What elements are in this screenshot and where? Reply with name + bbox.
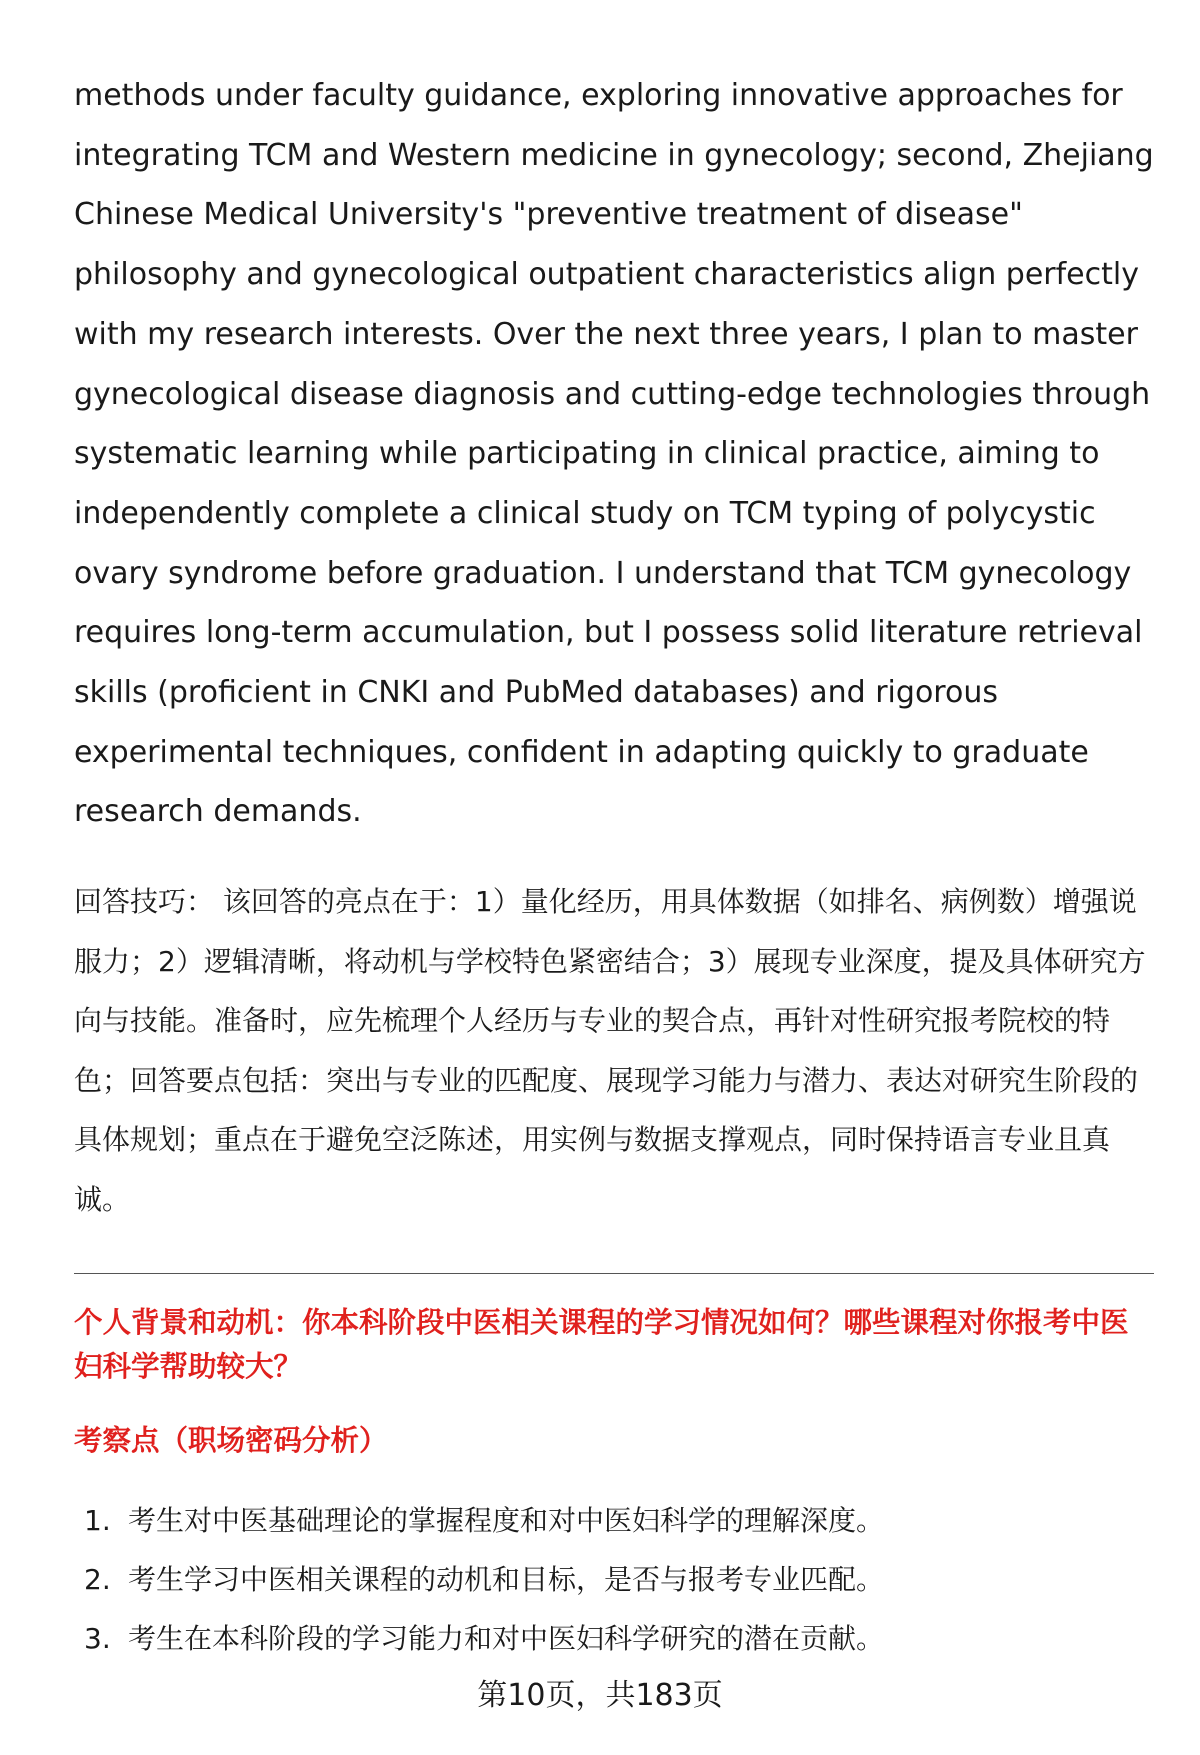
english-answer-paragraph: methods under faculty guidance, exploring innovative approaches for integrating TCM and Western medicine in gynecology; second, Zhejiang Chinese Medical University's "preventive treatment of disease" philosophy and gynecological outpatient characteristics align perfectly with my research interests. Over the next three years, I plan to master gynecological disease diagnosis and cutting-edge technologies through systematic learning while participating in clinical practice, aiming to independently complete a clinical study on TCM typing of polycystic ovary syndrome before graduation. I understand that TCM gynecology requires long-term accumulation, but I possess solid literature retrieval skills (proficient in CNKI and PubMed databases) and rigorous experimental techniques, confident in adapting quickly to graduate research demands. [74,78,1154,830]
examination-points-title: 考察点（职场密码分析） [74,1424,388,1458]
list-item-text: 考生学习中医相关课程的动机和目标，是否与报考专业匹配。 [128,1563,885,1597]
list-item [74,1609,1154,1668]
list-item-number: 3. [84,1622,111,1656]
list-item-text: 考生在本科阶段的学习能力和对中医妇科学研究的潜在贡献。 [128,1622,885,1656]
page-number-footer: 第10页，共183页 [477,1678,723,1713]
list-item-text: 考生对中医基础理论的掌握程度和对中医妇科学的理解深度。 [128,1504,885,1538]
document-page [74,66,1154,1668]
list-item [74,1491,1154,1550]
list-item-number: 2. [84,1563,111,1597]
examination-points-list [74,1491,1154,1668]
section-divider [74,1273,1154,1274]
question-title: 个人背景和动机：你本科阶段中医相关课程的学习情况如何？哪些课程对你报考中医妇科学帮助较大？ [74,1306,1129,1384]
list-item-number: 1. [84,1504,111,1538]
answer-tips-paragraph: 回答技巧： 该回答的亮点在于：1）量化经历，用具体数据（如排名、病例数）增强说服力；2）逻辑清晰，将动机与学校特色紧密结合；3）展现专业深度，提及具体研究方向与技能。准备时，应先梳理个人经历与专业的契合点，再针对性研究报考院校的特色；回答要点包括：突出与专业的匹配度、展现学习能力与潜力、表达对研究生阶段的具体规划；重点在于避免空泛陈述，用实例与数据支撑观点，同时保持语言专业且真诚。 [74,885,1146,1216]
list-item [74,1550,1154,1609]
